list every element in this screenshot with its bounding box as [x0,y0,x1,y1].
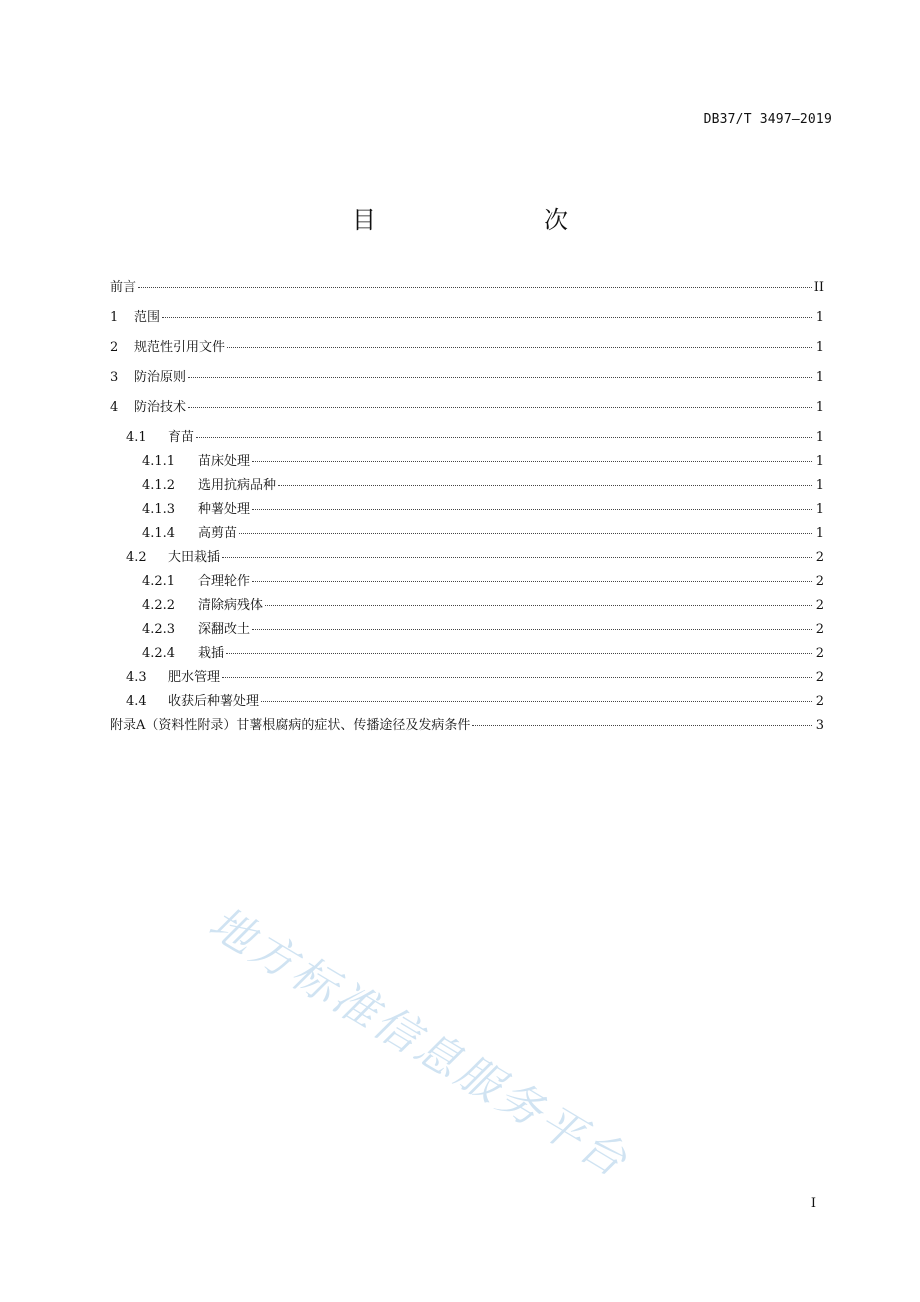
toc-dot-leader [188,407,812,408]
table-of-contents [110,276,824,744]
toc-dot-leader [196,437,812,438]
toc-entry-page: 1 [815,400,824,415]
toc-entry-label: 苗床处理 [198,454,251,469]
toc-entry-label: 范围 [134,310,161,325]
toc-entry-label: 高剪苗 [198,526,238,541]
toc-entry-number: 4.4 [126,694,147,709]
toc-entry-number: 4.1.2 [142,478,176,493]
toc-dot-leader [222,557,812,558]
toc-entry[interactable] [110,366,824,396]
toc-entry[interactable] [110,426,824,450]
toc-entry-label: 栽插 [198,646,225,661]
toc-dot-leader [278,485,812,486]
toc-entry-label: 清除病残体 [198,598,264,613]
toc-entry-page: 1 [815,454,824,469]
toc-entry-label: 附录A（资料性附录）甘薯根腐病的症状、传播途径及发病条件 [110,718,471,733]
toc-entry[interactable] [110,498,824,522]
toc-entry-number: 4.1 [126,430,147,445]
toc-entry-number: 4.2.4 [142,646,176,661]
toc-dot-leader [226,653,812,654]
toc-entry-page: 2 [815,694,824,709]
toc-entry[interactable] [110,306,824,336]
toc-entry[interactable] [110,690,824,714]
toc-entry-number: 4.2 [126,550,147,565]
toc-dot-leader [252,581,812,582]
toc-entry-label: 收获后种薯处理 [168,694,260,709]
toc-entry-page: 1 [815,502,824,517]
toc-dot-leader [239,533,812,534]
toc-entry-label: 肥水管理 [168,670,221,685]
toc-entry[interactable] [110,666,824,690]
toc-entry-number: 4.2.2 [142,598,176,613]
toc-entry-page: II [813,280,824,295]
toc-entry-number: 2 [110,340,119,355]
toc-entry[interactable] [110,276,824,306]
toc-dot-leader [252,461,812,462]
standard-code: DB37/T 3497—2019 [703,112,832,127]
toc-dot-leader [138,287,812,288]
toc-entry[interactable] [110,474,824,498]
toc-entry[interactable] [110,594,824,618]
toc-entry-label: 大田栽插 [168,550,221,565]
toc-entry-number: 4.2.1 [142,574,176,589]
toc-entry-page: 1 [815,478,824,493]
toc-entry-label: 育苗 [168,430,195,445]
toc-entry[interactable] [110,522,824,546]
toc-entry-label: 防治原则 [134,370,187,385]
toc-entry-label: 选用抗病品种 [198,478,277,493]
watermark: 地方标准信息服务平台 [200,897,638,1189]
toc-entry-page: 2 [815,598,824,613]
toc-entry-label: 防治技术 [134,400,187,415]
toc-entry-page: 2 [815,550,824,565]
toc-entry[interactable] [110,618,824,642]
toc-dot-leader [472,725,812,726]
toc-entry-label: 前言 [110,280,137,295]
toc-entry[interactable] [110,570,824,594]
toc-entry-number: 4.1.3 [142,502,176,517]
toc-entry-label: 合理轮作 [198,574,251,589]
toc-entry-page: 1 [815,430,824,445]
toc-entry-number: 4.3 [126,670,147,685]
toc-entry[interactable] [110,396,824,426]
toc-entry-page: 3 [815,718,824,733]
toc-entry-number: 4.1.4 [142,526,176,541]
toc-dot-leader [261,701,812,702]
toc-entry[interactable] [110,714,824,744]
toc-dot-leader [252,509,812,510]
toc-entry-number: 4.2.3 [142,622,176,637]
toc-entry-page: 2 [815,574,824,589]
toc-entry-number: 3 [110,370,119,385]
toc-dot-leader [227,347,812,348]
toc-entry-page: 1 [815,310,824,325]
toc-entry-page: 1 [815,526,824,541]
toc-entry-page: 1 [815,370,824,385]
toc-entry[interactable] [110,642,824,666]
toc-dot-leader [162,317,812,318]
toc-dot-leader [188,377,812,378]
toc-entry-label: 规范性引用文件 [134,340,226,355]
toc-dot-leader [265,605,812,606]
toc-entry[interactable] [110,450,824,474]
toc-entry[interactable] [110,336,824,366]
toc-entry-number: 4 [110,400,119,415]
toc-title: 目 次 [352,206,608,234]
toc-entry-label: 深翻改土 [198,622,251,637]
toc-entry-label: 种薯处理 [198,502,251,517]
toc-dot-leader [222,677,812,678]
toc-entry-page: 2 [815,670,824,685]
toc-dot-leader [252,629,812,630]
page-number: I [810,1196,816,1211]
toc-entry-page: 1 [815,340,824,355]
toc-entry-page: 2 [815,622,824,637]
toc-entry-page: 2 [815,646,824,661]
toc-entry-number: 4.1.1 [142,454,176,469]
toc-entry-number: 1 [110,310,119,325]
toc-entry[interactable] [110,546,824,570]
